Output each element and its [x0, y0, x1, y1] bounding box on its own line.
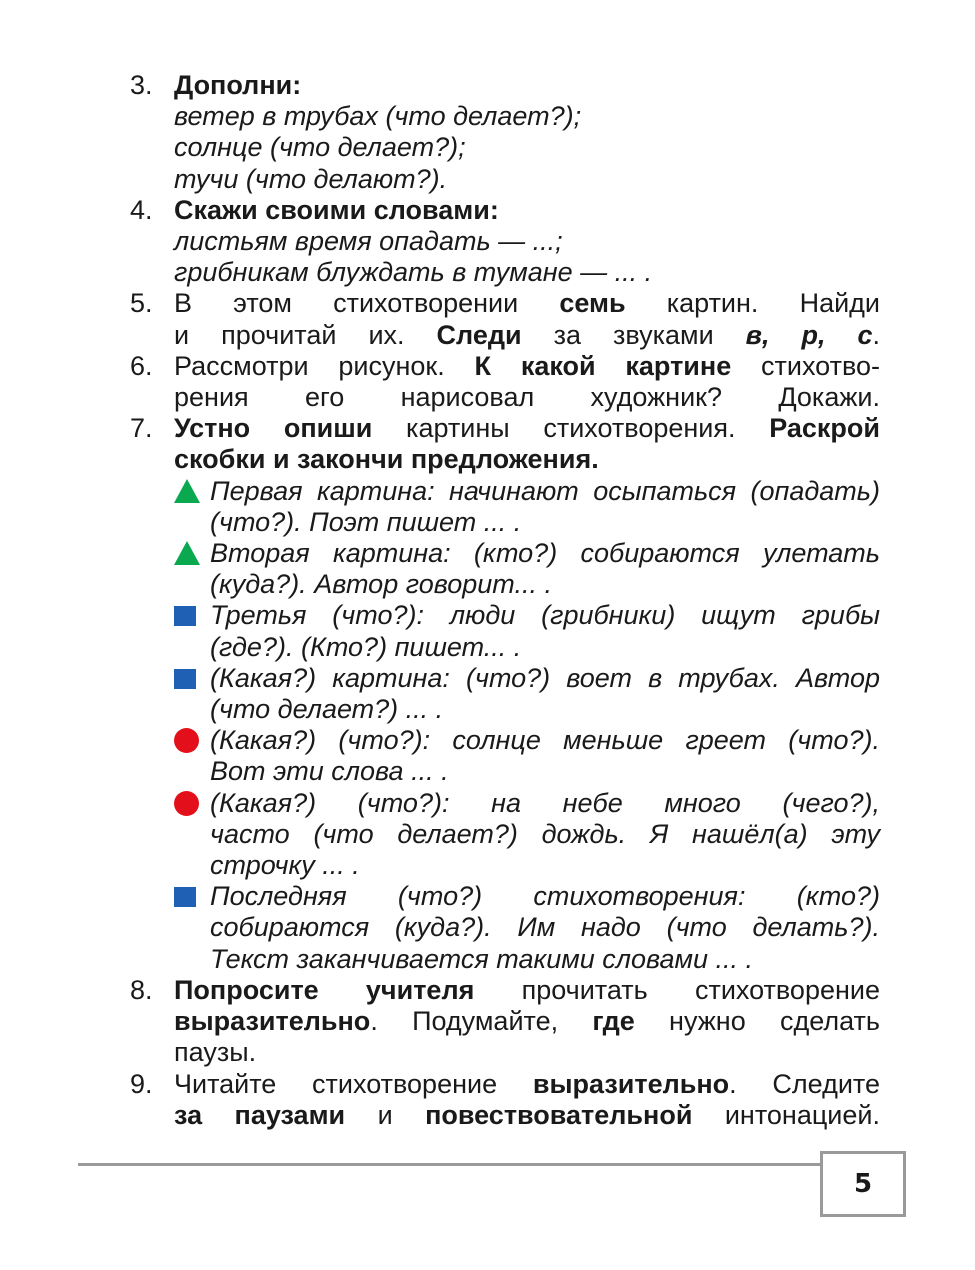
emphasis: семь	[559, 288, 626, 319]
task-number: 3.	[130, 70, 153, 100]
task-number: 9.	[130, 1068, 153, 1099]
picture-item-6	[174, 788, 880, 882]
task-line	[174, 1100, 880, 1131]
item-line: (Какая?) (что?): солнце меньше греет (что?).	[210, 725, 880, 756]
picture-item-3	[174, 600, 880, 662]
task-line	[174, 413, 880, 444]
task-line	[174, 288, 880, 319]
page-content	[130, 70, 880, 1131]
text: . Следите	[729, 1068, 880, 1099]
blue-square-icon	[174, 887, 196, 907]
item-line: Последняя (что?) стихотворения: (кто?)	[210, 881, 880, 912]
task-number: 8.	[130, 974, 153, 1005]
item-line: (куда?). Автор говорит... .	[210, 569, 552, 600]
item-line: (где?). (Кто?) пишет... .	[210, 631, 522, 662]
item-line: часто (что делает?) дождь. Я нашёл(а) эту	[210, 818, 880, 849]
text: . Подумайте,	[370, 1006, 593, 1037]
task-title: Дополни:	[174, 70, 302, 100]
item-line: Первая картина: начинают осыпаться (опадать)	[210, 475, 880, 506]
item-line: (что делает?) ... .	[210, 694, 444, 725]
item-line: собираются (куда?). Им надо (что делать?).	[210, 912, 880, 943]
blue-square-icon	[174, 606, 196, 626]
page-number: 5	[853, 1169, 873, 1199]
text: за звуками	[521, 319, 746, 350]
item-line: (что?). Поэт пишет ... .	[210, 506, 522, 537]
item-line: Вот эти слова ... .	[210, 756, 449, 787]
text: и	[345, 1099, 426, 1130]
footer-rule	[78, 1163, 820, 1166]
task-number: 4.	[130, 194, 153, 225]
emphasis: Устно опиши	[174, 413, 373, 444]
task-line: рения его нарисовал художник? Докажи.	[174, 382, 880, 413]
task-title: Скажи своими словами:	[174, 194, 499, 225]
task-3	[130, 70, 880, 195]
sounds: в, р, с	[745, 319, 873, 350]
item-line: (Какая?) картина: (что?) воет в трубах. Автор	[210, 662, 880, 693]
text: нужно сделать	[634, 1006, 880, 1037]
task-number: 5.	[130, 288, 153, 319]
task-line	[174, 320, 880, 351]
text: картин. Найди	[625, 288, 880, 319]
task-line: грибникам блуждать в тумане — ... .	[174, 257, 653, 288]
emphasis: К какой картине	[474, 350, 732, 381]
text: .	[872, 319, 880, 350]
picture-item-1	[174, 476, 880, 538]
green-triangle-icon	[174, 541, 200, 565]
task-5	[130, 288, 880, 350]
task-line	[174, 1069, 880, 1100]
emphasis: за паузами	[174, 1099, 346, 1130]
page-number-box	[820, 1151, 906, 1217]
task-line: тучи (что делают?).	[174, 163, 448, 194]
emphasis: Попросите учителя	[174, 974, 475, 1005]
emphasis: Следи	[436, 319, 522, 350]
red-circle-icon	[174, 791, 199, 816]
text: картины стихотворения.	[372, 413, 770, 444]
picture-item-5	[174, 725, 880, 787]
task-line	[174, 975, 880, 1006]
red-circle-icon	[174, 728, 199, 753]
task-line	[174, 351, 880, 382]
item-line: (Какая?) (что?): на небе много (чего?),	[210, 787, 880, 818]
task-line: паузы.	[174, 1037, 257, 1068]
task-line: листьям время опадать — ...;	[174, 226, 563, 257]
item-line: Текст заканчивается такими словами ... .	[210, 943, 754, 974]
task-line: ветер в трубах (что делает?);	[174, 101, 582, 132]
blue-square-icon	[174, 669, 196, 689]
task-line	[174, 1006, 880, 1037]
picture-item-7	[174, 881, 880, 975]
task-9	[130, 1069, 880, 1131]
picture-item-2	[174, 538, 880, 600]
task-line: скобки и закончи предложения.	[174, 444, 599, 475]
item-line: строчку ... .	[210, 850, 360, 881]
task-line: солнце (что делает?);	[174, 132, 466, 163]
text: и прочитай их.	[174, 319, 437, 350]
text: В этом стихотворении	[174, 288, 560, 319]
task-7	[130, 413, 880, 975]
item-line: Третья (что?): люди (грибники) ищут грибы	[210, 600, 880, 631]
emphasis: Раскрой	[769, 413, 880, 444]
text: стихотво-	[731, 350, 881, 381]
task-number: 6.	[130, 350, 153, 381]
emphasis: где	[592, 1006, 635, 1037]
task-6	[130, 351, 880, 413]
picture-item-4	[174, 663, 880, 725]
task-4	[130, 195, 880, 289]
emphasis: выразительно	[174, 1006, 371, 1037]
text: интонацией.	[692, 1099, 880, 1130]
text: Читайте стихотворение	[174, 1068, 533, 1099]
task-8	[130, 975, 880, 1069]
emphasis: выразительно	[532, 1068, 730, 1099]
green-triangle-icon	[174, 479, 200, 503]
text: прочитать стихотворение	[474, 974, 880, 1005]
text: Рассмотри рисунок.	[174, 350, 475, 381]
task-number: 7.	[130, 413, 153, 444]
item-line: Вторая картина: (кто?) собираются улетать	[210, 538, 880, 569]
emphasis: повествовательной	[425, 1099, 693, 1130]
